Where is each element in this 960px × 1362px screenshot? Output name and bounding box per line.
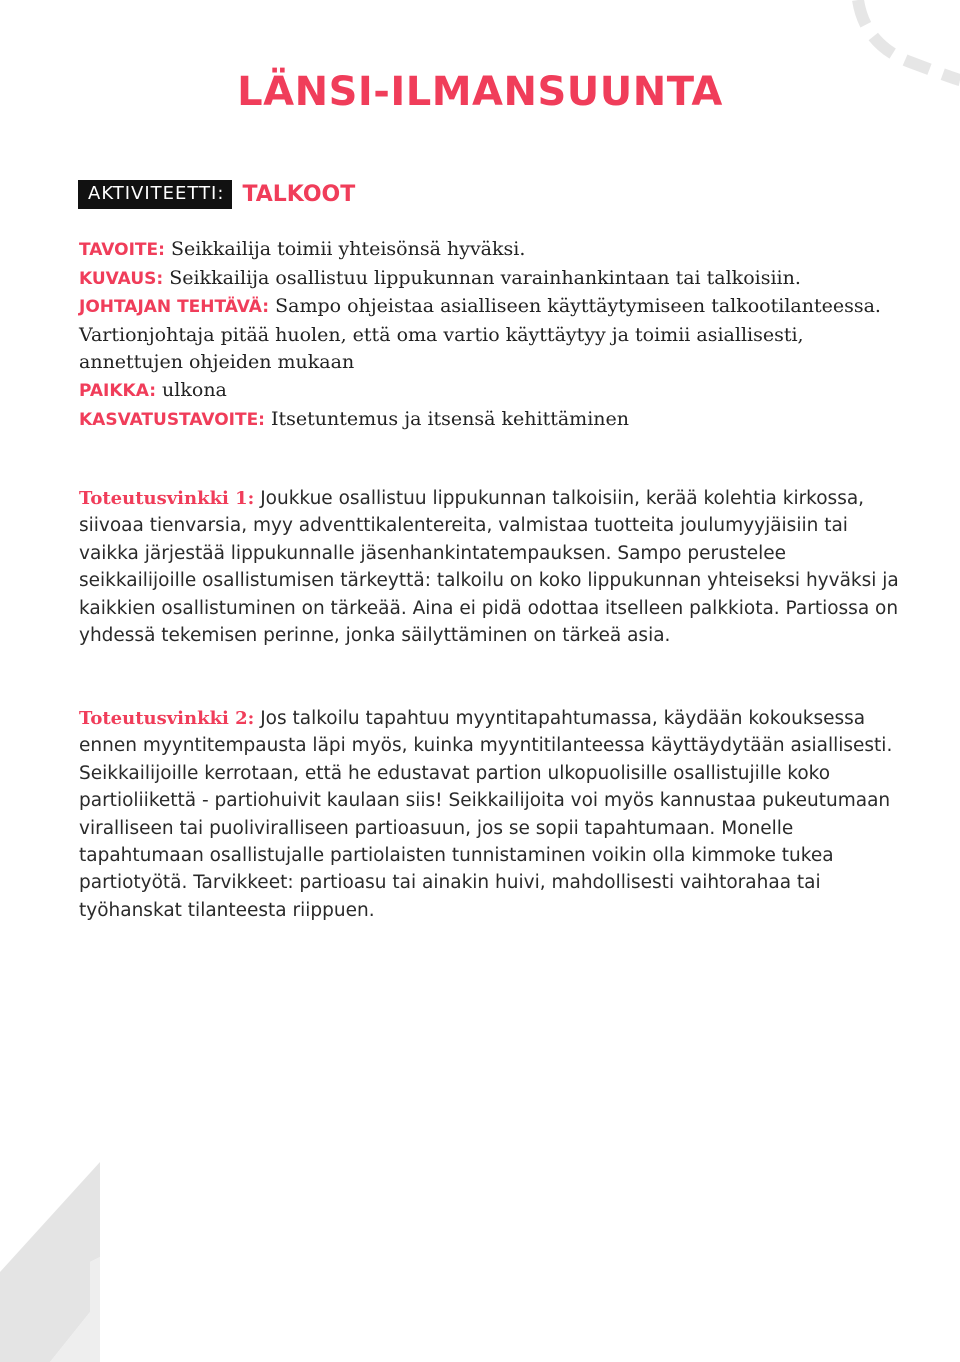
description-label: KUVAUS: [79, 268, 164, 289]
education-goal-field [79, 406, 909, 435]
place-field [79, 377, 909, 406]
tip-2-label: Toteutusvinkki 2: [79, 708, 255, 729]
goal-text: Seikkailija toimii yhteisönsä hyväksi. [170, 238, 526, 260]
description-field [79, 265, 909, 294]
tip-2-text: Jos talkoilu tapahtuu myyntitapahtumassa, käydään kokouksessa ennen myyntitempausta läpi myös, kuinka myyntitilanteessa käyttäydytään asiallisesti. Seikkailijoille kerrotaan, että he edustavat partion ulkopuolisille osallistujille koko partioliikettä - partiohuivit kaulaan siis! Seikkailijoita voi myös kannustaa pukeutumaan viralliseen tai puoliviralliseen partioasuun, jos se sopii tapahtumaan. Monelle tapahtumaan osallistujalle partiolaisten tunnistaminen voikin olla kimmoke tukea partiotyötä. Tarvikkeet: partioasu tai ainakin huivi, mahdollisesti vaihtorahaa tai työhanskat tilanteesta riippuen. [79, 708, 893, 921]
education-goal-label: KASVATUSTAVOITE: [79, 409, 265, 430]
leader-task-label: JOHTAJAN TEHTÄVÄ: [79, 297, 270, 318]
activity-header [78, 180, 355, 209]
leader-task-text: Sampo ohjeistaa asialliseen käyttäytymiseen talkootilanteessa. Vartionjohtaja pitää huolen, että oma vartio käyttäytyy ja toimii asiallisesti, annettujen ohjeiden mukaan [79, 295, 881, 374]
page-title: LÄNSI-ILMANSUUNTA [237, 69, 723, 115]
lightning-decoration [0, 1162, 110, 1362]
tip-1-text: Joukkue osallistuu lippukunnan talkoisiin, kerää kolehtia kirkossa, siivoaa tienvarsia, myy adventtikalentereita, valmistaa tuotteita joulumyyjäisiin tai vaikka järjestää lippukunnalle jäsenhankintatempauksen. Sampo perustelee seikkailijoille osallistumisen tärkeyttä: talkoilu on koko lippukunnan yhteiseksi hyväksi ja kaikkien osallistuminen on tärkeää. Aina ei pidä odottaa itselleen palkkiota. Partiossa on yhdessä tekemisen perinne, jonka säilyttäminen on tärkeä asia. [79, 488, 899, 647]
activity-name: TALKOOT [242, 182, 356, 207]
tip-1-label: Toteutusvinkki 1: [79, 488, 255, 509]
description-text: Seikkailija osallistuu lippukunnan varainhankintaan tai talkoisiin. [169, 266, 801, 289]
implementation-tip-1 [79, 485, 909, 649]
goal-label: TAVOITE: [79, 240, 165, 260]
implementation-tip-2 [79, 705, 909, 924]
place-text: ulkona [162, 378, 227, 401]
leader-task-field [79, 293, 909, 377]
place-label: PAIKKA: [79, 380, 156, 401]
education-goal-text: Itsetuntemus ja itsensä kehittäminen [271, 407, 629, 430]
activity-label: AKTIVITEETTI: [78, 180, 232, 209]
activity-info [79, 236, 909, 434]
goal-field [79, 236, 909, 265]
